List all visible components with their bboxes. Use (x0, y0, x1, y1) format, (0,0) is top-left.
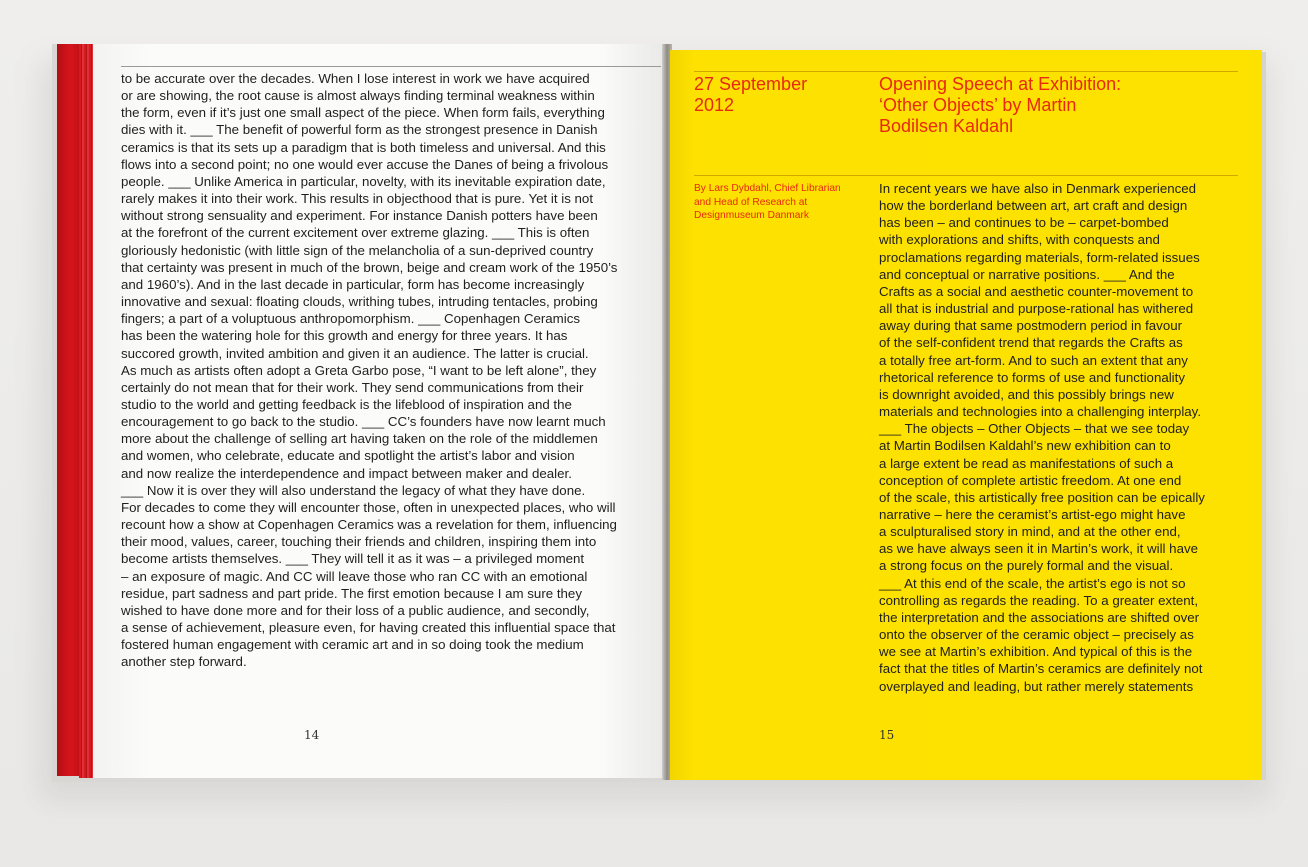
text-line: rarely makes it into their work. This results in objecthood that is pure. Yet it is not (121, 191, 594, 207)
text-line: recount how a show at Copenhagen Ceramics was a revelation for them, influencing (121, 517, 617, 533)
red-cover-spine (57, 44, 79, 776)
title-line: Opening Speech at Exhibition: (879, 74, 1122, 94)
text-line: at Martin Bodilsen Kaldahl’s new exhibition can to (879, 438, 1171, 454)
text-line: of the self-confident trend that regards the Crafts as (879, 335, 1183, 351)
text-line: a totally free art-form. And to such an extent that any (879, 352, 1188, 368)
text-line: wished to have done more and for their loss of a public audience, and secondly, (121, 602, 590, 618)
text-line: ceramics is that its sets up a paradigm that is both timeless and universal. And this (121, 139, 606, 155)
left-body-text (121, 70, 666, 670)
byline-line: Designmuseum Danmark (694, 210, 809, 221)
text-line: how the borderland between art, art craft and design (879, 198, 1188, 214)
page-number-left: 14 (304, 728, 320, 742)
text-line: become artists themselves. ___ They will tell it as it was – a privileged moment (121, 551, 585, 567)
text-line: people. ___ Unlike America in particular, novelty, with its inevitable expiration date, (121, 173, 606, 189)
text-line: to be accurate over the decades. When I lose interest in work we have acquired (121, 71, 590, 86)
year-line: 2012 (694, 95, 735, 115)
text-line: a strong focus on the purely formal and the visual. (879, 558, 1174, 574)
text-line: their mood, values, career, touching their friends and children, inspiring them into (121, 534, 597, 550)
text-line: materials and technologies into a challenging interplay. (879, 404, 1202, 420)
text-line: and women, who celebrate, educate and spotlight the artist’s labor and vision (121, 448, 575, 464)
text-line: Crafts as a social and aesthetic counter-movement to (879, 283, 1194, 299)
text-line: conception of complete artistic freedom. At one end (879, 472, 1182, 488)
article-title (879, 74, 1249, 137)
text-line: – an exposure of magic. And CC will leave those who ran CC with an emotional (121, 568, 588, 584)
text-line: away during that same postmodern period in favour (879, 318, 1183, 334)
text-line: we see at Martin’s exhibition. And typical of this is the (879, 644, 1193, 660)
text-line: proclamations regarding materials, form-related issues (879, 249, 1200, 265)
text-line: as we have always seen it in Martin’s work, it will have (879, 541, 1199, 557)
text-line: the interpretation and the associations are shifted over (879, 609, 1200, 625)
text-line: For decades to come they will encounter those, often in unexpected places, who will (121, 499, 616, 515)
text-line: has been the watering hole for this growth and energy for three years. It has (121, 328, 568, 344)
text-line: ___ At this end of the scale, the artist’s ego is not so (879, 575, 1186, 591)
text-line: and now realize the interdependence and impact between maker and dealer. (121, 465, 572, 481)
text-line: rhetorical reference to forms of use and functionality (879, 369, 1185, 385)
text-line: flows into a second point; no one would ever accuse the Danes of being a frivolous (121, 156, 609, 172)
text-line: without strong sensuality and experiment. For instance Danish potters have been (121, 208, 598, 224)
text-line: gloriously hedonistic (with little sign of the melancholia of a sun-deprived country (121, 242, 594, 258)
text-line: controlling as regards the reading. To a greater extent, (879, 592, 1199, 608)
text-line: As much as artists often adopt a Greta Garbo pose, “I want to be left alone”, they (121, 362, 597, 378)
title-line: ‘Other Objects’ by Martin (879, 95, 1077, 115)
text-line: all that is industrial and purpose-rational has withered (879, 301, 1194, 317)
text-line: innovative and sexual: floating clouds, writhing tubes, intruding tentacles, probing (121, 294, 598, 310)
text-line: overplayed and leading, but rather merely statements (879, 678, 1194, 694)
right-mid-rule (694, 175, 1238, 176)
text-line: and 1960’s). And in the last decade in particular, form has become increasingly (121, 276, 585, 292)
text-line: more about the challenge of selling art having taken on the role of the middlemen (121, 431, 598, 447)
text-line: has been – and continues to be – carpet-bombed (879, 215, 1169, 231)
text-line: In recent years we have also in Denmark experienced (879, 181, 1197, 196)
text-line: dies with it. ___ The benefit of powerful form as the strongest presence in Danish (121, 122, 598, 138)
text-line: certainly do not mean that for their work. They send communications from their (121, 379, 584, 395)
title-line: Bodilsen Kaldahl (879, 116, 1014, 136)
text-line: a sculpturalised story in mind, and at the other end, (879, 524, 1181, 540)
text-line: studio to the world and getting feedback is the lifeblood of inspiration and the (121, 396, 572, 412)
text-line: ___ Now it is over they will also understand the legacy of what they have done. (121, 482, 586, 498)
byline-line: and Head of Research at (694, 196, 808, 208)
text-line: at the forefront of the current excitement over extreme glazing. ___ This is often (121, 225, 590, 241)
text-line: fact that the titles of Martin’s ceramics are definitely not (879, 661, 1203, 677)
left-top-rule (121, 66, 661, 67)
text-line: residue, part sadness and part pride. The first emotion because I am sure they (121, 585, 582, 601)
text-line: that certainty was present in much of the brown, beige and cream work of the 1950’s (121, 259, 618, 275)
byline-line: By Lars Dybdahl, Chief Librarian (694, 183, 841, 194)
right-top-rule (694, 71, 1238, 72)
text-line: a sense of achievement, pleasure even, for having created this influential space that (121, 620, 616, 635)
author-byline (694, 182, 874, 223)
text-line: another step forward. (121, 654, 247, 670)
text-line: fingers; a part of a voluptuous anthropomorphism. ___ Copenhagen Ceramics (121, 311, 581, 327)
text-line: fostered human engagement with ceramic art and in so doing took the medium (121, 637, 584, 653)
text-line: and conceptual or narrative positions. ___ And the (879, 266, 1175, 282)
text-line: onto the observer of the ceramic object – precisely as (879, 627, 1194, 643)
right-body-text (879, 180, 1249, 695)
text-line: narrative – here the ceramist’s artist-ego might have (879, 506, 1186, 522)
text-line: encouragement to go back to the studio. ___ CC’s founders have now learnt much (121, 414, 606, 430)
text-line: a large extent be read as manifestations of such a (879, 455, 1174, 471)
page-number-right: 15 (879, 728, 895, 742)
text-line: ___ The objects – Other Objects – that we see today (879, 421, 1190, 437)
text-line: with explorations and shifts, with conquests and (879, 232, 1160, 248)
text-line: is downright avoided, and this possibly brings new (879, 386, 1174, 402)
text-line: or are showing, the root cause is almost always finding terminal weakness within (121, 88, 595, 104)
date-heading (694, 74, 807, 116)
red-page-edges (79, 44, 93, 778)
date-line: 27 September (694, 74, 808, 94)
text-line: the form, even if it’s just one small aspect of the piece. When form fails, everything (121, 105, 605, 121)
text-line: succored growth, invited ambition and given it an audience. The latter is crucial. (121, 345, 589, 361)
text-line: of the scale, this artistically free position can be epically (879, 489, 1205, 505)
right-page-edge (1262, 52, 1266, 780)
